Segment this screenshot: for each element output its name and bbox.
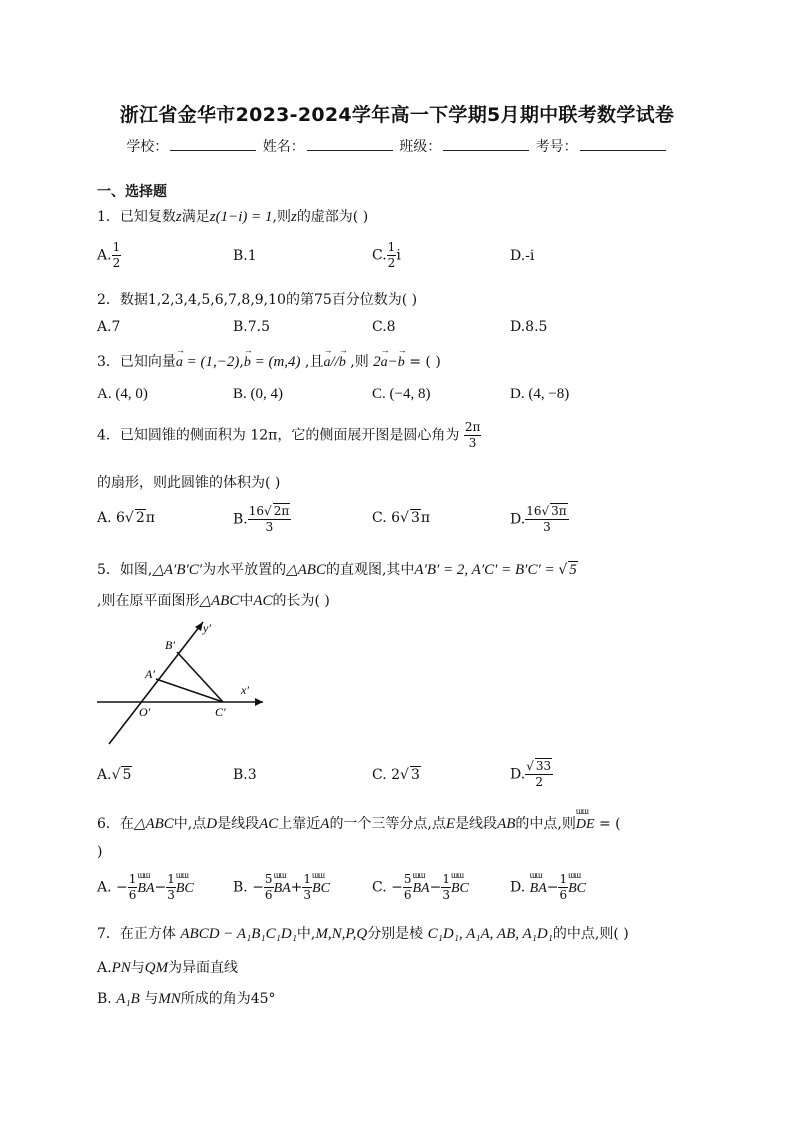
q3-option-c[interactable]: C. (−4, 8) (372, 386, 431, 402)
q4-option-a[interactable]: A. 6√ 2π (97, 510, 155, 526)
question-6-cont: ) (97, 844, 103, 860)
question-4: 4．已知圆锥的侧面积为 12π，它的侧面展开图是圆心角为 $\frac{2\pi}{3}$ (97, 420, 481, 450)
origin-label: O′ (139, 705, 151, 719)
class-blank[interactable] (443, 136, 529, 151)
q2-option-d[interactable]: D.8.5 (510, 319, 548, 335)
q1-equation: z(1−i) = 1 (209, 209, 273, 225)
class-label: 班级： (399, 139, 442, 155)
question-5-cont: ,则在原平面图形△ABC中AC的长为( ) (97, 593, 330, 609)
q3-option-b[interactable]: B. (0, 4) (233, 386, 283, 402)
point-b-label: B′ (165, 638, 175, 652)
q1-text: 满足 (181, 209, 210, 225)
q7-option-a[interactable]: A.PN与QM为异面直线 (97, 960, 239, 976)
q4-option-c[interactable]: C. 6√ 3π (372, 510, 431, 526)
q1-text: 已知复数 (119, 209, 176, 225)
point-c-label: C′ (215, 705, 226, 719)
school-label: 学校： (126, 139, 169, 155)
q6-option-d[interactable]: D. ɯɯ BA− $\frac{1}{6}$ ɯɯ BC (510, 872, 586, 903)
q1-option-b[interactable]: B.1 (233, 248, 257, 264)
y-axis-line (109, 622, 203, 744)
question-5: 5．如图,△A′B′C′为水平放置的△ABC的直观图,其中A′B′ = 2, A′C′ = B′C′ = √ 5 (97, 562, 577, 578)
question-7: 7．在正方体 ABCD − A₁B₁C₁D₁中,M,N,P,Q分别是棱 C₁D₁, A₁A, AB, A₁D₁的中点,则( ) (97, 926, 629, 942)
q6-option-a[interactable]: A. − $\frac{1}{6}$ ɯɯ BA− $\frac{1}{3}$ ɯɯ BC (97, 872, 194, 903)
q7-option-b[interactable]: B. A₁B 与MN所成的角为45° (97, 991, 276, 1007)
x-axis-arrow (255, 698, 263, 706)
question-3: 3．已知向量→ a = (1,−2),→ b = (m,4) ,且→ a//→ b ,则 2→ a−→ b = ( ) (97, 351, 441, 371)
q1-number: 1． (97, 209, 120, 225)
q1-text: 的虚部为( ) (296, 209, 369, 225)
name-blank[interactable] (307, 136, 393, 151)
q1-option-a[interactable]: A. $\frac{1}{2}$ (97, 240, 121, 270)
number-label: 考号： (535, 139, 578, 155)
q3-option-a[interactable]: A. (4, 0) (97, 386, 148, 402)
q5-option-c[interactable]: C. 2√ 3 (372, 767, 420, 783)
q5-option-b[interactable]: B.3 (233, 767, 257, 783)
question-6: 6．在△ABC中,点D是线段AC上靠近A的一个三等分点,点E是线段AB的中点,则ɯɯ DE = ( (97, 813, 621, 833)
q5-option-a[interactable]: A.√ 5 (97, 767, 132, 783)
student-info-row (0, 136, 794, 156)
q1-option-d[interactable]: D.-i (510, 248, 535, 264)
q6-option-c[interactable]: C. − $\frac{5}{6}$ ɯɯ BA− $\frac{1}{3}$ ɯɯ BC (372, 872, 469, 903)
point-a-label: A′ (145, 667, 155, 681)
q2-option-c[interactable]: C.8 (372, 319, 396, 335)
q4-option-d[interactable]: D. $\frac{16√ 3\pi}{3}$ (510, 504, 567, 534)
q1-text: ,则 (272, 209, 291, 225)
q2-option-a[interactable]: A.7 (97, 319, 121, 335)
q4-option-b[interactable]: B. $\frac{16√ 2\pi}{3}$ (233, 504, 290, 534)
q3-option-d[interactable]: D. (4, −8) (510, 386, 570, 402)
q1-option-c[interactable]: C. $\frac{1}{2}$ i (372, 240, 401, 270)
school-blank[interactable] (170, 136, 256, 151)
page-title: 浙江省金华市2023-2024学年高一下学期5月期中联考数学试卷 (119, 104, 675, 126)
section-heading: 一、选择题 (97, 184, 167, 200)
name-label: 姓名： (262, 139, 305, 155)
question-4-cont: 的扇形，则此圆锥的体积为( ) (97, 475, 281, 491)
number-blank[interactable] (580, 136, 666, 151)
y-axis-label: y′ (203, 621, 211, 635)
x-axis-label: x′ (241, 683, 249, 697)
q6-option-b[interactable]: B. − $\frac{5}{6}$ ɯɯ BA+ $\frac{1}{3}$ ɯɯ BC (233, 872, 330, 903)
question-2: 2．数据1,2,3,4,5,6,7,8,9,10的第75百分位数为( ) (97, 292, 418, 308)
q5-figure (95, 618, 265, 748)
question-1: 1．已知复数z满足z(1−i) = 1,则z的虚部为( ) (97, 209, 369, 225)
q5-option-d[interactable]: D. $\frac{√ 33}{2}$ (510, 759, 552, 789)
q2-option-b[interactable]: B.7.5 (233, 319, 271, 335)
